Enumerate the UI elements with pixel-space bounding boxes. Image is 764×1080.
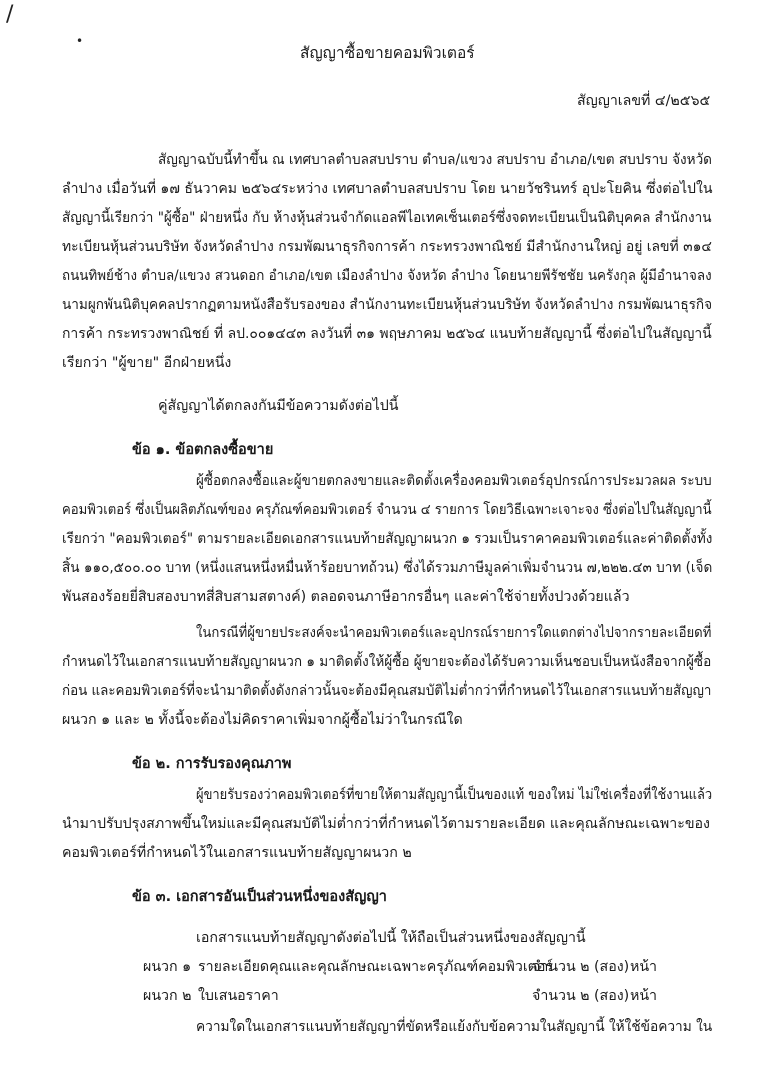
clause-3-heading: ข้อ ๓. เอกสารอันเป็นส่วนหนึ่งของสัญญา bbox=[132, 889, 387, 905]
annex-2-unit: หน้า bbox=[630, 988, 658, 1004]
annex-2-pages: จำนวน ๒ (สอง) bbox=[532, 988, 630, 1004]
clause-1-line: ผู้ซื้อตกลงซื้อและผู้ขายตกลงขายและติดตั้งเครื่องคอมพิวเตอร์อุปกรณ์การประมวลผล ระบบ bbox=[196, 473, 712, 489]
clause-1-line: เรียกว่า "คอมพิวเตอร์" ตามรายละเอียดเอกสารแนบท้ายสัญญาผนวก ๑ รวมเป็นราคาคอมพิวเตอร์และค่าติดตั้งทั้ง bbox=[62, 531, 713, 547]
annex-1-pages: จำนวน ๒ (สอง) bbox=[532, 959, 630, 975]
annex-1-unit: หน้า bbox=[630, 959, 658, 975]
preamble-line: นามผูกพันนิติบุคคลปรากฏตามหนังสือรับรองของ สำนักงานทะเบียนหุ้นส่วนบริษัท จังหวัดลำปาง กรมพัฒนาธุรกิจ bbox=[62, 297, 713, 313]
preamble-line: ถนนทิพย์ช้าง ตำบล/แขวง สวนดอก อำเภอ/เขต เมืองลำปาง จังหวัด ลำปาง โดยนายพีรัชชัย นครังกุล ผู้มีอำนาจลง bbox=[62, 268, 712, 284]
clause-3-intro: เอกสารแนบท้ายสัญญาดังต่อไปนี้ ให้ถือเป็นส่วนหนึ่งของสัญญานี้ bbox=[196, 930, 586, 946]
annex-1-label: ผนวก ๑ bbox=[143, 959, 192, 975]
pen-mark: / bbox=[6, 2, 14, 27]
agreement-line: คู่สัญญาได้ตกลงกันมีข้อความดังต่อไปนี้ bbox=[158, 398, 399, 414]
clause-1-line: พันสองร้อยยี่สิบสองบาทสี่สิบสามสตางค์) ตลอดจนภาษีอากรอื่นๆ และค่าใช้จ่ายทั้งปวงด้วยแล้ว bbox=[62, 589, 630, 605]
preamble-line: สัญญานี้เรียกว่า "ผู้ซื้อ" ฝ่ายหนึ่ง กับ ห้างหุ้นส่วนจำกัดแอลพีไอเทคเซ็นเตอร์ซึ่งจดทะเบียนเป็นนิติบุคคล สำนักงาน bbox=[62, 210, 712, 226]
dot-mark: • bbox=[76, 34, 84, 48]
annex-1-description: รายละเอียดคุณและคุณลักษณะเฉพาะครุภัณฑ์คอมพิวเตอร์ bbox=[198, 959, 554, 975]
clause-1-line: คอมพิวเตอร์ ซึ่งเป็นผลิตภัณฑ์ของ ครุภัณฑ์คอมพิวเตอร์ จำนวน ๔ รายการ โดยวิธีเฉพาะเจาะจง ซึ่งต่อไปในสัญญานี้ bbox=[62, 502, 712, 518]
preamble-line: ลำปาง เมื่อวันที่ ๑๗ ธันวาคม ๒๕๖๔ระหว่าง เทศบาลตำบลสบปราบ โดย นายวัชรินทร์ อุปะโยคิน ซึ่งต่อไปใน bbox=[62, 181, 713, 197]
clause-2-heading: ข้อ ๒. การรับรองคุณภาพ bbox=[132, 756, 292, 772]
clause-2-line: ผู้ขายรับรองว่าคอมพิวเตอร์ที่ขายให้ตามสัญญานี้เป็นของแท้ ของใหม่ ไม่ใช่เครื่องที่ใช้งานแล้ว bbox=[196, 787, 713, 803]
preamble-line: ทะเบียนหุ้นส่วนบริษัท จังหวัดลำปาง กรมพัฒนาธุรกิจการค้า กระทรวงพาณิชย์ มีสำนักงานใหญ่ อยู่ เลขที่ ๓๑๔ bbox=[62, 239, 712, 255]
preamble-line: สัญญาฉบับนี้ทำขึ้น ณ เทศบาลตำบลสบปราบ ตำบล/แขวง สบปราบ อำเภอ/เขต สบปราบ จังหวัด bbox=[158, 152, 712, 168]
document-title: สัญญาซื้อขายคอมพิวเตอร์ bbox=[300, 44, 475, 62]
annex-2-label: ผนวก ๒ bbox=[143, 988, 192, 1004]
clause-2-line: คอมพิวเตอร์ที่กำหนดไว้ในเอกสารแนบท้ายสัญญาผนวก ๒ bbox=[62, 845, 412, 861]
clause-2-line: นำมาปรับปรุงสภาพขึ้นใหม่และมีคุณสมบัติไม่ต่ำกว่าที่กำหนดไว้ตามรายละเอียด และคุณลักษณะเฉพาะของ bbox=[62, 816, 710, 832]
clause-1-heading: ข้อ ๑. ข้อตกลงซื้อขาย bbox=[132, 442, 274, 458]
contract-number: สัญญาเลขที่ ๔/๒๕๖๕ bbox=[577, 93, 711, 109]
annex-2-description: ใบเสนอราคา bbox=[198, 988, 279, 1004]
clause-1-line: สิ้น ๑๑๐,๕๐๐.๐๐ บาท (หนึ่งแสนหนึ่งหมื่นห้าร้อยบาทถ้วน) ซึ่งได้รวมภาษีมูลค่าเพิ่มจำนวน ๗,๒๒๒.๔๓ บาท (เจ็ด bbox=[62, 560, 713, 576]
preamble-line: เรียกว่า "ผู้ขาย" อีกฝ่ายหนึ่ง bbox=[62, 355, 232, 371]
clause-1-line: ในกรณีที่ผู้ขายประสงค์จะนำคอมพิวเตอร์และอุปกรณ์รายการใดแตกต่างไปจากรายละเอียดที่ bbox=[196, 625, 712, 641]
clause-1-line: ผนวก ๑ และ ๒ ทั้งนี้จะต้องไม่คิดราคาเพิ่มจากผู้ซื้อไม่ว่าในกรณีใด bbox=[62, 712, 463, 728]
clause-1-line: กำหนดไว้ในเอกสารแนบท้ายสัญญาผนวก ๑ มาติดตั้งให้ผู้ซื้อ ผู้ขายจะต้องได้รับความเห็นชอบเป็นหนังสือจากผู้ซื้อ bbox=[62, 654, 712, 670]
clause-3-closing: ความใดในเอกสารแนบท้ายสัญญาที่ขัดหรือแย้งกับข้อความในสัญญานี้ ให้ใช้ข้อความ ใน bbox=[196, 1019, 713, 1035]
preamble-line: การค้า กระทรวงพาณิชย์ ที่ ลป.๐๐๑๔๔๓ ลงวันที่ ๓๑ พฤษภาคม ๒๕๖๔ แนบท้ายสัญญานี้ ซึ่งต่อไปในสัญญานี้ bbox=[62, 326, 712, 342]
clause-1-line: ก่อน และคอมพิวเตอร์ที่จะนำมาติดตั้งดังกล่าวนั้นจะต้องมีคุณสมบัติไม่ต่ำกว่าที่กำหนดไว้ในเอกสารแนบท้ายสัญญา bbox=[62, 683, 712, 699]
